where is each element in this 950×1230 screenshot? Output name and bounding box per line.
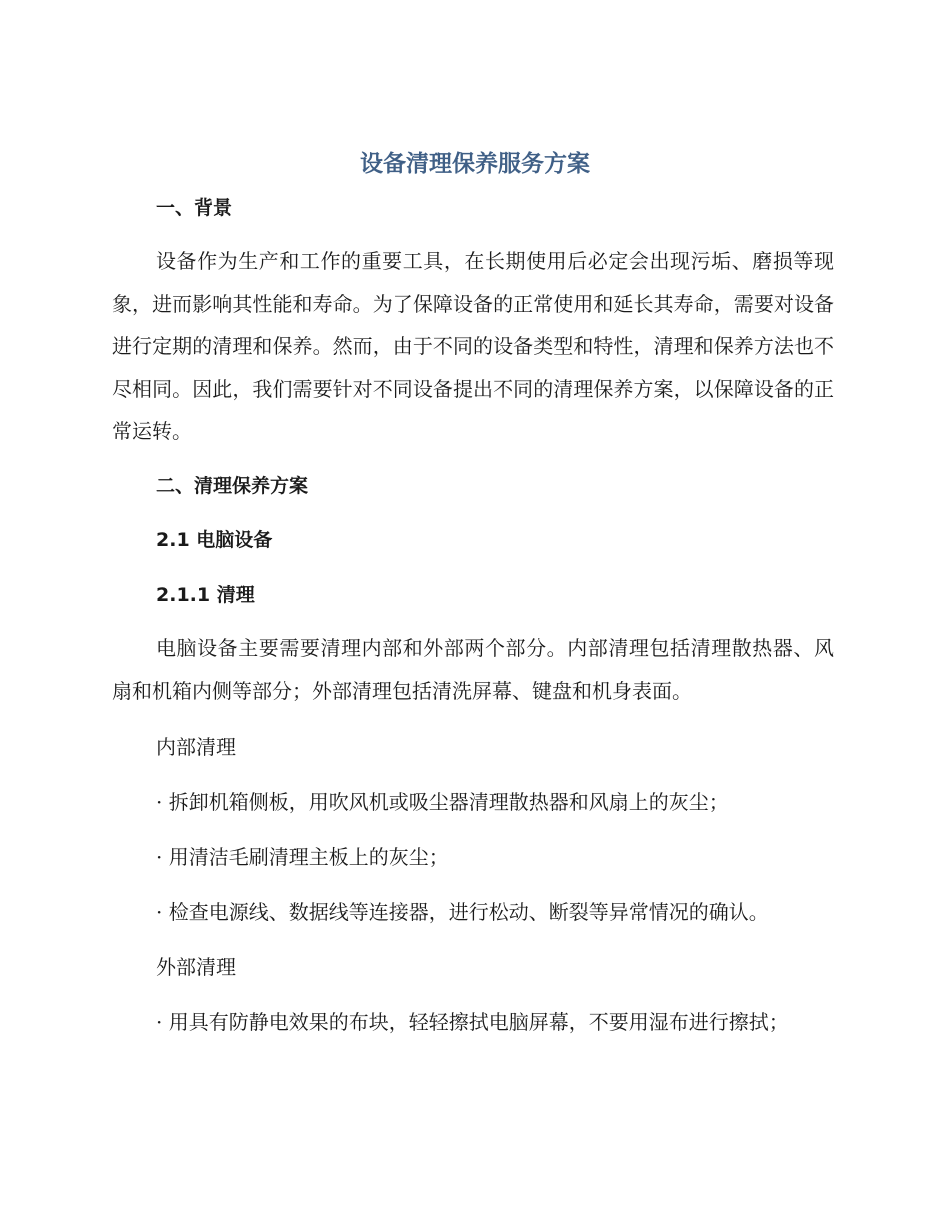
subsection-heading-cleaning: 2.1.1 清理 xyxy=(156,584,255,606)
cleaning-intro-paragraph: 电脑设备主要需要清理内部和外部两个部分。内部清理包括清理散热器、风扇和机箱内侧等部分；外部清理包括清洗屏幕、键盘和机身表面。 xyxy=(112,636,834,703)
section-heading-background: 一、背景 xyxy=(156,197,233,219)
list-item: · 用具有防静电效果的布块，轻轻擦拭电脑屏幕，不要用湿布进行擦拭； xyxy=(156,1010,789,1034)
external-cleaning-label: 外部清理 xyxy=(156,955,236,979)
background-paragraph: 设备作为生产和工作的重要工具，在长期使用后必定会出现污垢、磨损等现象，进而影响其性能和寿命。为了保障设备的正常使用和延长其寿命，需要对设备进行定期的清理和保养。然而，由于不同的设备类型和特性，清理和保养方法也不尽相同。因此，我们需要针对不同设备提出不同的清理保养方案，以保障设备的正常运转。 xyxy=(112,249,834,443)
document-title: 设备清理保养服务方案 xyxy=(360,151,590,177)
section-heading-plan: 二、清理保养方案 xyxy=(156,475,309,497)
subsection-heading-computer: 2.1 电脑设备 xyxy=(156,529,273,551)
internal-cleaning-label: 内部清理 xyxy=(156,735,236,759)
list-item: · 用清洁毛刷清理主板上的灰尘； xyxy=(156,845,449,869)
list-item: · 检查电源线、数据线等连接器，进行松动、断裂等异常情况的确认。 xyxy=(156,900,769,924)
list-item: · 拆卸机箱侧板，用吹风机或吸尘器清理散热器和风扇上的灰尘； xyxy=(156,790,729,814)
